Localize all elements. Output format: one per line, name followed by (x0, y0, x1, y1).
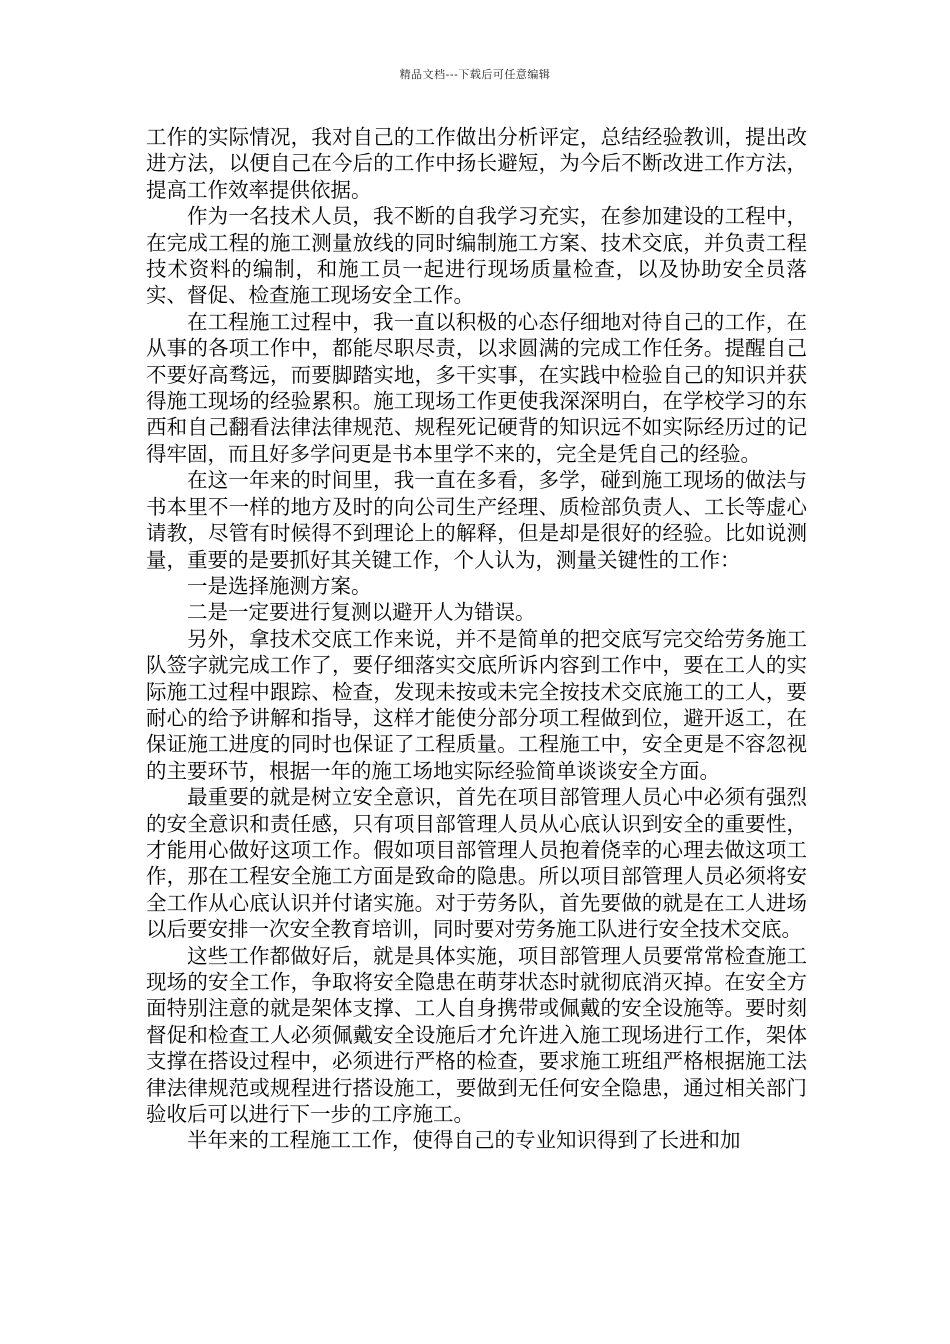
paragraph: 这些工作都做好后，就是具体实施，项目部管理人员要常常检查施工现场的安全工作，争取将安全隐患在萌芽状态时就彻底消灭掉。在安全方面特别注意的就是架体支撑、工人自身携带或佩戴的安全设施等。要时刻督促和检查工人必须佩戴安全设施后才允许进入施工现场进行工作，架体支撑在搭设过程中，必须进行严格的检查，要求施工班组严格根据施工法律法律规范或规程进行搭设施工，要做到无任何安全隐患，通过相关部门验收后可以进行下一步的工序施工。 (146, 943, 807, 1127)
paragraph: 一是选择施测方案。 (187, 573, 372, 598)
page-header: 精品文档---下载后可任意编辑 (399, 68, 551, 81)
document-body (146, 124, 807, 1154)
paragraph: 工作的实际情况，我对自己的工作做出分析评定，总结经验教训，提出改进方法，以便自己在今后的工作中扬长避短，为今后不断改进工作方法，提高工作效率提供依据。 (146, 125, 807, 202)
paragraph: 二是一定要进行复测以避开人为错误。 (187, 600, 536, 625)
paragraph: 作为一名技术人员，我不断的自我学习充实，在参加建设的工程中，在完成工程的施工测量放线的同时编制施工方案、技术交底，并负责工程技术资料的编制，和施工员一起进行现场质量检查，以及协助安全员落实、督促、检查施工现场安全工作。 (146, 204, 807, 308)
paragraph: 最重要的就是树立安全意识，首先在项目部管理人员心中必须有强烈的安全意识和责任感，只有项目部管理人员从心底认识到安全的重要性，才能用心做好这项工作。假如项目部管理人员抱着侥幸的心理去做这项工作，那在工程安全施工方面是致命的隐患。所以项目部管理人员必须将安全工作从心底认识并付诸实施。对于劳务队，首先要做的就是在工人进场以后要安排一次安全教育培训，同时要对劳务施工队进行安全技术交底。 (146, 785, 807, 942)
paragraph: 在这一年来的时间里，我一直在多看，多学，碰到施工现场的做法与书本里不一样的地方及时的向公司生产经理、质检部负责人、工长等虚心请教，尽管有时候得不到理论上的解释，但是却是很好的经验。比如说测量，重要的是要抓好其关键工作，个人认为，测量关键性的工作： (146, 468, 807, 572)
paragraph: 半年来的工程施工工作，使得自己的专业知识得到了长进和加 (187, 1128, 741, 1153)
paragraph: 在工程施工过程中，我一直以积极的心态仔细地对待自己的工作，在从事的各项工作中，都能尽职尽责，以求圆满的完成工作任务。提醒自己不要好高骛远，而要脚踏实地，多干实事，在实践中检验自己的知识并获得施工现场的经验累积。施工现场工作更使我深深明白，在学校学习的东西和自己翻看法律法律规范、规程死记硬背的知识远不如实际经历过的记得牢固，而且好多学问更是书本里学不来的，完全是凭自己的经验。 (146, 309, 807, 466)
paragraph: 另外，拿技术交底工作来说，并不是简单的把交底写完交给劳务施工队签字就完成工作了，要仔细落实交底所诉内容到工作中，要在工人的实际施工过程中跟踪、检查，发现未按或未完全按技术交底施工的工人，要耐心的给予讲解和指导，这样才能使分部分项工程做到位，避开返工，在保证施工进度的同时也保证了工程质量。工程施工中，安全更是不容忽视的主要环节，根据一年的施工场地实际经验简单谈谈安全方面。 (146, 626, 807, 783)
